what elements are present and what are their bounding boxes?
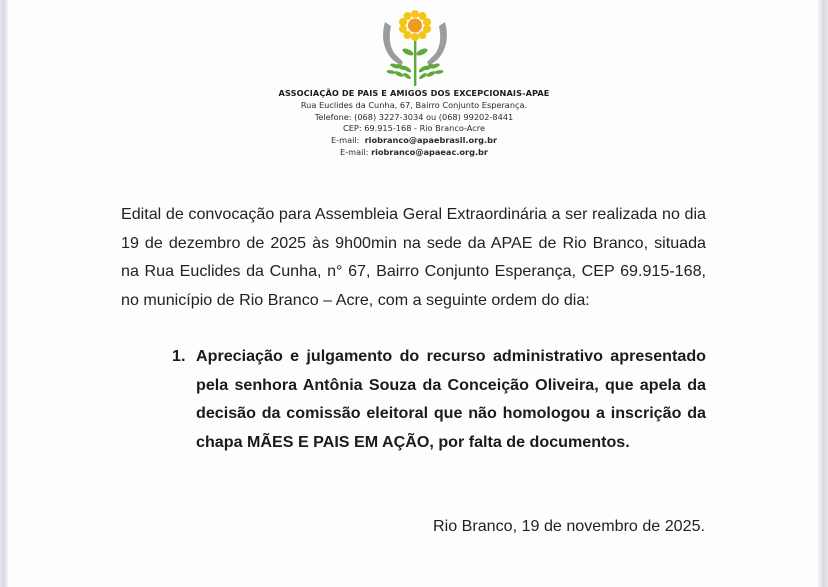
- paragraph-text: Edital de convocação para Assembleia Geral Extraordinária a ser realizada no dia 19 de dezembro de 2025 às 9h00min na sede da APAE de Rio Branco, situada na Rua Euclides da Cunha, n° 67, Bairro Conjunto Esperança, CEP 69.915-168, no município de Rio Branco – Acre, com a seguinte ordem do dia:: [121, 205, 706, 309]
- letterhead: [0, 88, 828, 159]
- apae-logo-icon: [379, 8, 451, 88]
- email-label-2: E-mail:: [340, 146, 369, 157]
- email-link-2[interactable]: riobranco@apaeac.org.br: [371, 146, 488, 157]
- email-line-1: [0, 135, 828, 147]
- email-line-2: [0, 147, 828, 159]
- email-link-1[interactable]: riobranco@apaebrasil.org.br: [364, 135, 498, 146]
- agenda-item-number: 1.: [172, 347, 186, 365]
- address-line: Rua Euclides da Cunha, 67, Bairro Conjunto Esperança.: [300, 99, 528, 110]
- organization-name: ASSOCIAÇÃO DE PAIS E AMIGOS DOS EXCEPCIONAIS-APAE: [278, 88, 550, 98]
- agenda-list: [172, 342, 706, 456]
- agenda-item-text: Apreciação e julgamento do recurso administrativo apresentado pela senhora Antônia Souza da Conceição Oliveira, que apela da decisão da comissão eleitoral que não homologou a inscrição da chapa MÃES E PAIS EM AÇÃO, por falta de documentos.: [196, 347, 706, 451]
- place-date: Rio Branco, 19 de novembro de 2025.: [433, 517, 705, 535]
- email-label-1: E-mail:: [330, 135, 360, 146]
- convocation-paragraph: [121, 200, 706, 314]
- cep-line: CEP: 69.915-168 - Rio Branco-Acre: [343, 123, 485, 134]
- phone-line: Telefone: (068) 3227-3034 ou (068) 99202-8441: [314, 111, 514, 122]
